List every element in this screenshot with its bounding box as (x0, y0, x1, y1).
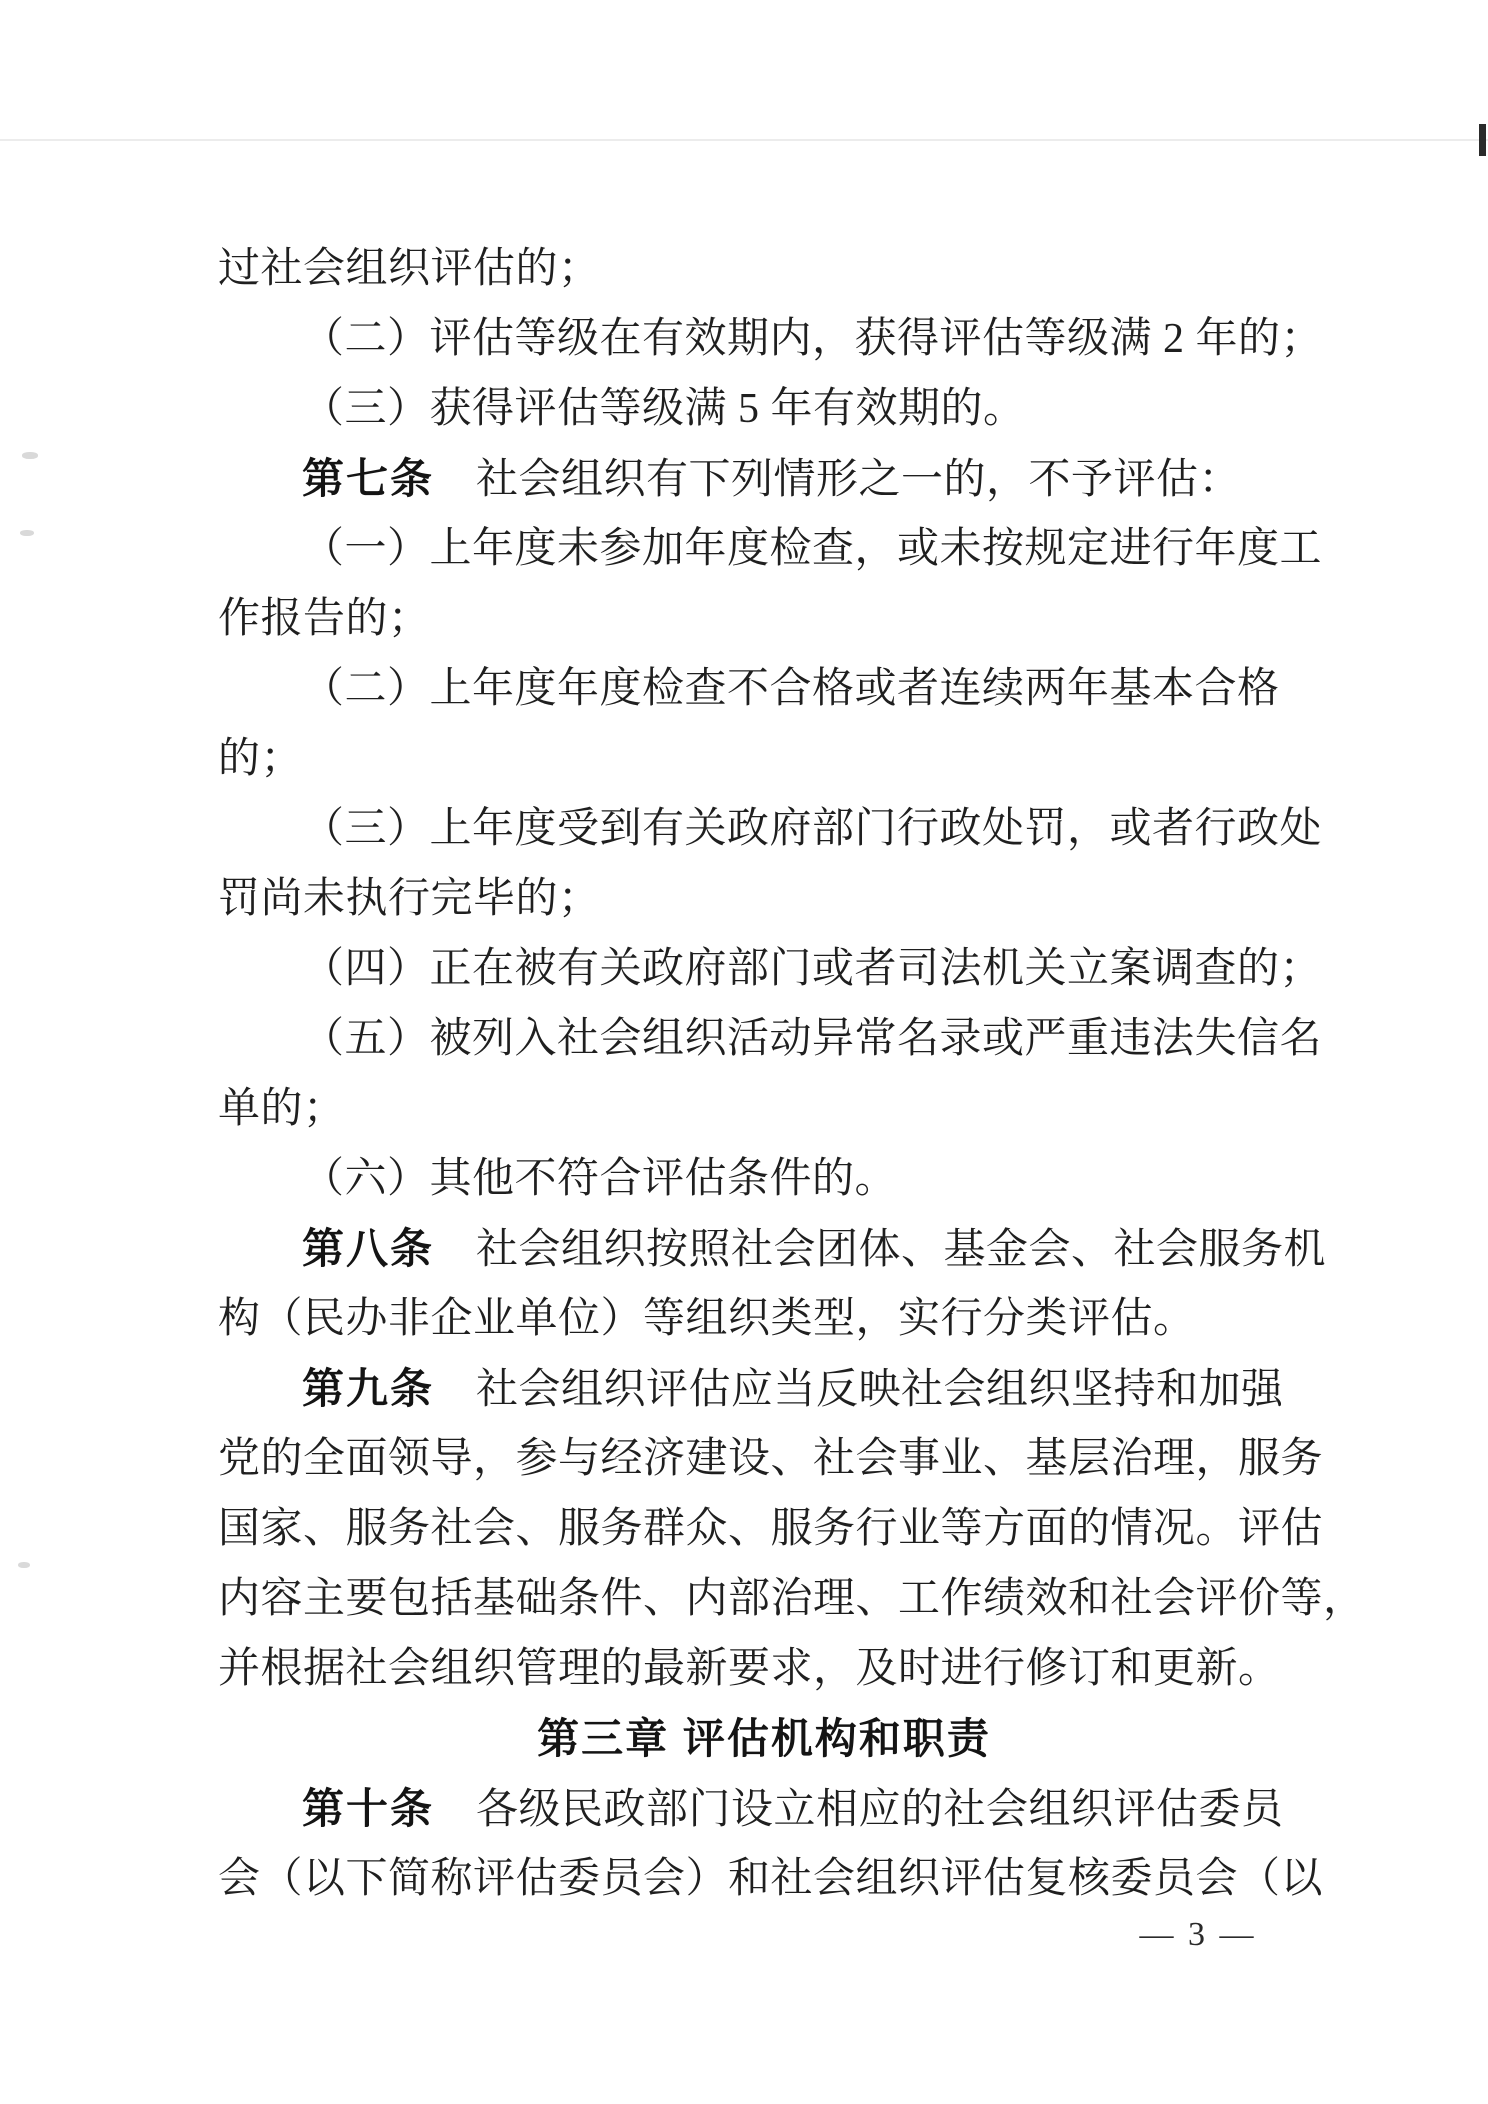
doc-line-continuation (218, 1435, 1323, 1487)
line-text: 社会组织按照社会团体、基金会、社会服务机 (476, 1227, 1327, 1273)
doc-line-continuation (218, 245, 601, 297)
line-text: 内容主要包括基础条件、内部治理、工作绩效和社会评价等， (218, 1576, 1366, 1622)
article-number-label: 第八条 (302, 1225, 435, 1272)
scan-artifact-line (0, 139, 1488, 141)
line-text: 罚尚未执行完毕的； (218, 876, 601, 922)
line-text: （三）上年度受到有关政府部门行政处罚，或者行政处 (302, 806, 1323, 852)
article-number-label: 第七条 (302, 455, 435, 502)
doc-line-item (302, 315, 1323, 367)
line-text: （一）上年度未参加年度检查，或未按规定进行年度工 (302, 526, 1323, 572)
doc-line-article-10 (302, 1785, 1284, 1837)
line-text: （二）评估等级在有效期内，获得评估等级满 2 年的； (302, 316, 1324, 362)
doc-line-continuation (218, 595, 431, 647)
line-text: 各级民政部门设立相应的社会组织评估委员 (476, 1787, 1284, 1833)
scan-speckle (18, 1562, 30, 1568)
doc-line-item (302, 945, 1322, 997)
scan-speckle (22, 452, 38, 459)
line-text: 社会组织有下列情形之一的，不予评估： (476, 457, 1242, 503)
doc-line-item (302, 385, 1026, 437)
line-text: 过社会组织评估的； (218, 246, 601, 292)
line-text: （二）上年度年度检查不合格或者连续两年基本合格 (302, 666, 1280, 712)
line-text: （五）被列入社会组织活动异常名录或严重违法失信名 (302, 1016, 1323, 1062)
doc-line-article-7 (302, 455, 1241, 507)
line-text: 国家、服务社会、服务群众、服务行业等方面的情况。评估 (218, 1506, 1324, 1552)
doc-line-continuation (218, 1505, 1323, 1557)
doc-line-item (302, 805, 1322, 857)
line-text: 作报告的； (218, 596, 431, 642)
line-text: （三）获得评估等级满 5 年有效期的。 (302, 386, 1026, 432)
doc-line-continuation (218, 875, 601, 927)
line-text: （四）正在被有关政府部门或者司法机关立案调查的； (302, 946, 1323, 992)
doc-line-article-8 (302, 1225, 1326, 1277)
doc-line-item (302, 1015, 1322, 1067)
scan-speckle (20, 530, 34, 536)
line-text: 构（民办非企业单位）等组织类型，实行分类评估。 (218, 1296, 1196, 1342)
line-text: 的； (218, 736, 304, 782)
line-text: 社会组织评估应当反映社会组织坚持和加强 (476, 1367, 1284, 1413)
doc-line-item (302, 665, 1280, 717)
doc-line-item (302, 1155, 897, 1207)
doc-line-continuation (218, 735, 303, 787)
doc-line-item (302, 525, 1322, 577)
line-text: 并根据社会组织管理的最新要求，及时进行修订和更新。 (218, 1646, 1281, 1692)
page-number: — 3 — (1139, 1916, 1257, 1953)
line-text: （六）其他不符合评估条件的。 (302, 1156, 898, 1202)
doc-line-continuation (218, 1575, 1366, 1627)
article-number-label: 第十条 (302, 1785, 435, 1832)
chapter-heading-text: 第三章 评估机构和职责 (537, 1715, 991, 1762)
doc-line-continuation (218, 1645, 1281, 1697)
doc-line-continuation (218, 1855, 1323, 1907)
doc-line-continuation (218, 1295, 1196, 1347)
line-text: 党的全面领导，参与经济建设、社会事业、基层治理，服务 (218, 1436, 1324, 1482)
doc-line-article-9 (302, 1365, 1284, 1417)
scan-artifact-tick (1479, 124, 1486, 156)
line-text: 单的； (218, 1086, 346, 1132)
chapter-heading (218, 1715, 1310, 1767)
line-text: 会（以下简称评估委员会）和社会组织评估复核委员会（以 (218, 1856, 1324, 1902)
doc-line-continuation (218, 1085, 346, 1137)
article-number-label: 第九条 (302, 1365, 435, 1412)
